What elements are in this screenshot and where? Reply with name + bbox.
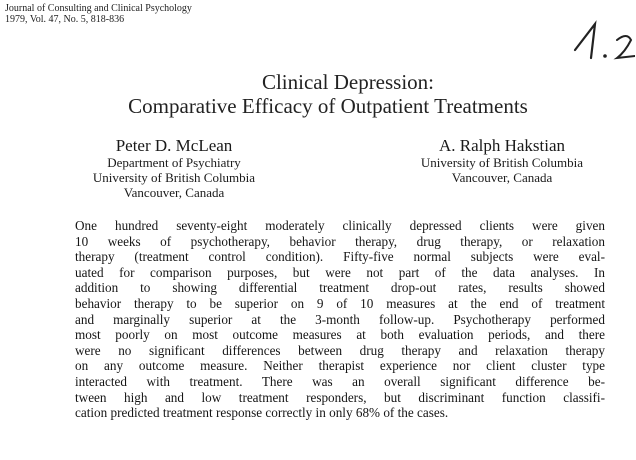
abstract-line: uated for comparison purposes, but were not part of the data analyses. In (75, 264, 605, 280)
journal-volume: 1979, Vol. 47, No. 5, 818-836 (5, 14, 125, 25)
abstract-line: cation predicted treatment response correctly in only 68% of the cases. (75, 405, 449, 421)
abstract-line: One hundred seventy-eight moderately clinically depressed clients were given (75, 218, 605, 233)
abstract-line: interacted with treatment. There was an overall significant difference be- (75, 373, 605, 389)
title-line-1: Clinical Depression: (261, 70, 435, 94)
abstract-line: therapy (treatment control condition). Fifty-five normal subjects were eval- (75, 249, 605, 265)
abstract-line: behavior therapy to be superior on 9 of 10 measures at the end of treatment (75, 295, 605, 311)
author-affiliation-line: Department of Psychiatry (107, 155, 241, 170)
abstract (75, 218, 605, 421)
handwritten-mark (565, 10, 635, 70)
abstract-line: and marginally superior at the 3-month follow-up. Psychotherapy performed (75, 311, 605, 327)
abstract-line: most poorly on most outcome measures at both evaluation periods, and there (75, 327, 605, 343)
author-affiliation-line: Vancouver, Canada (451, 170, 553, 185)
author-affiliation-line: Vancouver, Canada (123, 185, 225, 200)
abstract-line: were no significant differences between drug therapy and relaxation therapy (75, 342, 605, 358)
abstract-line: addition to showing differential treatment drop-out rates, results showed (75, 280, 605, 296)
author-block-2 (392, 136, 612, 185)
author-affiliation-line: University of British Columbia (92, 170, 256, 185)
paper-title (0, 70, 636, 118)
abstract-line: 10 weeks of psychotherapy, behavior therapy, drug therapy, or relaxation (75, 233, 605, 249)
title-line-2: Comparative Efficacy of Outpatient Treatments (128, 94, 528, 118)
author-affiliation-line: University of British Columbia (420, 155, 584, 170)
author-name: A. Ralph Hakstian (438, 136, 566, 155)
abstract-line: on any outcome measure. Neither therapist experience nor client cluster type (75, 358, 605, 374)
abstract-line: tween high and low treatment responders, but discriminant function classifi- (75, 389, 605, 405)
author-name: Peter D. McLean (115, 136, 233, 155)
journal-citation (5, 3, 192, 25)
author-block-1 (52, 136, 296, 200)
journal-name: Journal of Consulting and Clinical Psychology (5, 3, 192, 14)
